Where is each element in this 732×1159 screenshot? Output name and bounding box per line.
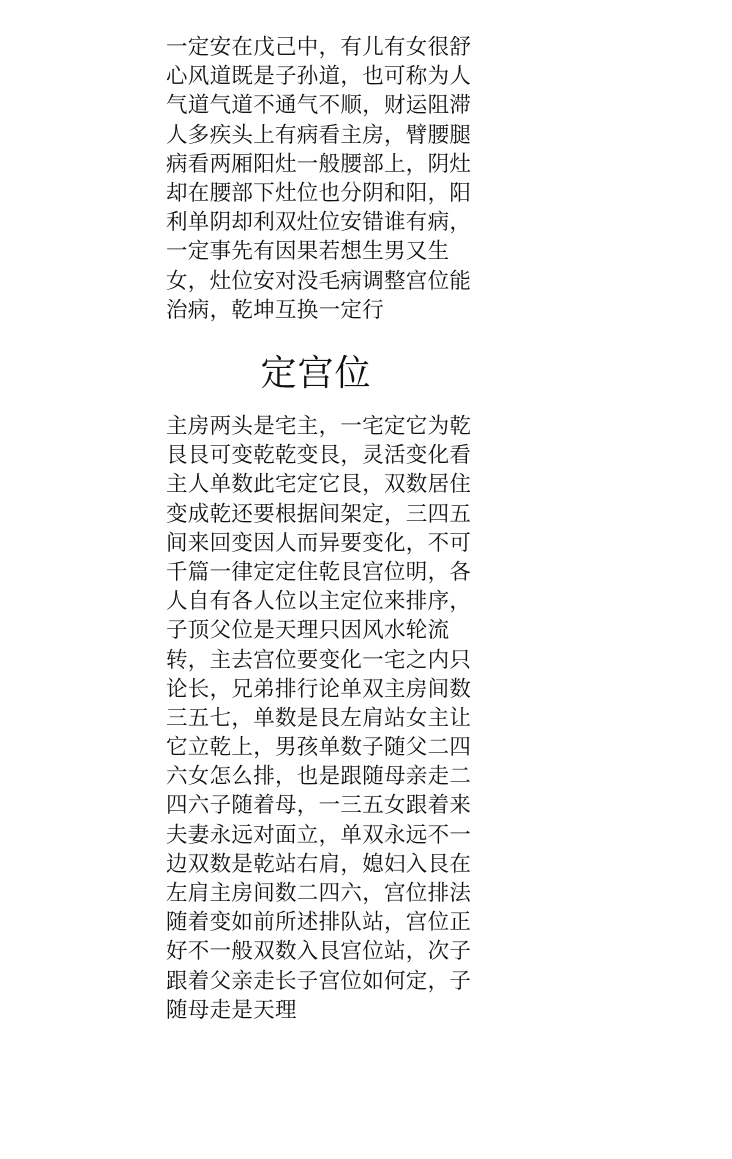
text-line: 一定安在戊己中，有儿有女很舒 xyxy=(166,35,472,60)
text-line: 好不一般双数入艮宫位站，次子 xyxy=(166,939,472,965)
paragraph-intro xyxy=(166,33,476,325)
text-line: 女，灶位安对没毛病调整宫位能 xyxy=(166,268,472,294)
text-line: 气道气道不通气不顺，财运阻滞 xyxy=(166,93,472,119)
text-line: 利单阴却利双灶位安错谁有病， xyxy=(166,210,472,236)
paragraph-palace-positions xyxy=(166,412,476,1025)
text-line: 随母走是天理 xyxy=(166,997,297,1023)
text-line: 间来回变因人而异要变化，不可 xyxy=(166,530,472,556)
text-line: 一定事先有因果若想生男又生 xyxy=(166,239,450,265)
text-line: 左肩主房间数二四六，宫位排法 xyxy=(166,881,472,906)
text-line: 心风道既是子孙道，也可称为人 xyxy=(166,64,472,90)
section-heading: 定宫位 xyxy=(260,353,372,394)
text-line: 夫妻永远对面立，单双永远不一 xyxy=(166,822,472,848)
text-line: 艮艮可变乾乾变艮，灵活变化看 xyxy=(166,443,472,469)
text-line: 跟着父亲走长子宫位如何定，子 xyxy=(166,968,472,994)
text-line: 论长，兄弟排行论单双主房间数 xyxy=(166,676,472,702)
text-line: 千篇一律定定住乾艮宫位明，各 xyxy=(166,559,472,585)
text-line: 主房两头是宅主，一宅定它为乾 xyxy=(166,414,472,439)
text-line: 子顶父位是天理只因风水轮流 xyxy=(166,618,450,644)
text-line: 转，主去宫位要变化一宅之内只 xyxy=(166,647,472,673)
text-line: 四六子随着母，一三五女跟着来 xyxy=(166,793,472,819)
text-line: 人自有各人位以主定位来排序， xyxy=(166,589,472,615)
text-line: 它立乾上，男孩单数子随父二四 xyxy=(166,735,472,761)
text-line: 边双数是乾站右肩，媳妇入艮在 xyxy=(166,851,472,877)
text-line: 病看两厢阳灶一般腰部上，阴灶 xyxy=(166,151,472,177)
text-line: 人多疾头上有病看主房，臂腰腿 xyxy=(166,122,472,148)
text-line: 六女怎么排，也是跟随母亲走二 xyxy=(166,764,472,790)
text-line: 变成乾还要根据间架定，三四五 xyxy=(166,501,472,527)
text-line: 却在腰部下灶位也分阴和阳，阳 xyxy=(166,180,472,206)
text-line: 治病，乾坤互换一定行 xyxy=(166,297,385,323)
text-line: 随着变如前所述排队站，宫位正 xyxy=(166,910,472,936)
text-line: 主人单数此宅定它艮，双数居住 xyxy=(166,472,472,498)
text-line: 三五七，单数是艮左肩站女主让 xyxy=(166,705,472,731)
